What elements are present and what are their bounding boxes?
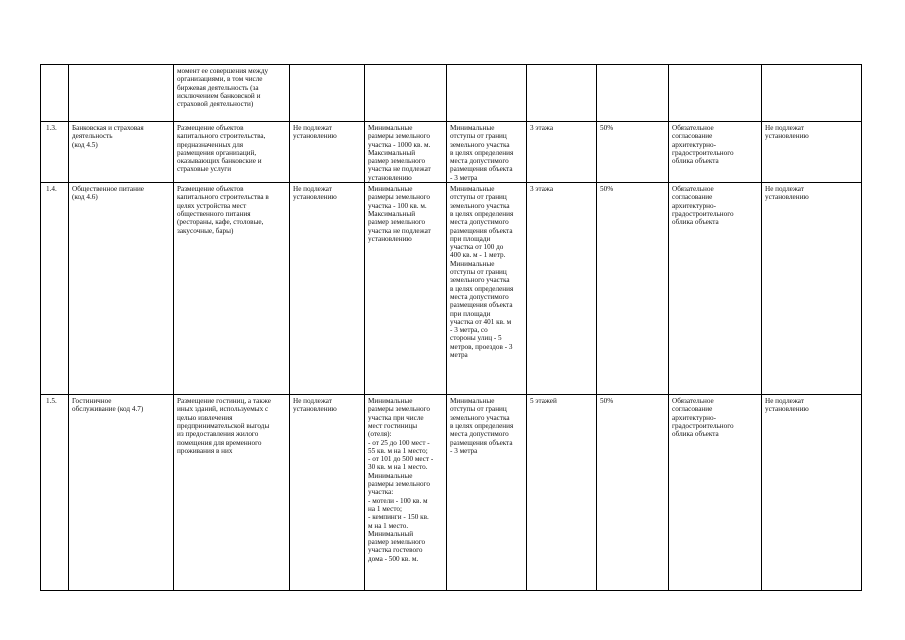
plot-size-limits-line: Не подлежат: [293, 124, 332, 132]
plot-size-values-line: размеры земельного: [368, 193, 430, 202]
plot-size-values-cell: [365, 65, 447, 122]
plot-size-values-line: размеры земельного: [368, 405, 430, 414]
use-type-name-cell: [69, 183, 174, 395]
use-type-name-line: Общественное питание: [72, 185, 144, 194]
plot-size-values-line: размеры земельного: [368, 132, 430, 141]
architectural-coordination-line: согласование: [672, 405, 713, 414]
land-use-regulations-table: [40, 64, 862, 591]
plot-size-values-line: (отеля):: [368, 430, 392, 439]
use-description-line: предпринимательской выгоды: [177, 421, 270, 430]
use-description-line: биржевая деятельность (за: [177, 83, 259, 92]
plot-size-values-line: Минимальные: [368, 397, 413, 406]
use-description-line: предназначенных для: [177, 140, 244, 149]
table-row: [41, 122, 862, 183]
architectural-coordination-line: градостроительного: [672, 209, 734, 218]
plot-size-values-line: участка при числе: [368, 413, 424, 422]
row-number-cell: [41, 395, 69, 591]
architectural-coordination-line: Обязательное: [672, 124, 714, 132]
other-parameters-cell: [762, 122, 862, 183]
architectural-coordination-cell: [669, 122, 762, 183]
setback-values-line: отступы от границ: [450, 193, 507, 202]
setback-values-line: Минимальные: [450, 124, 495, 132]
setback-values-line: места допустимого: [450, 430, 509, 439]
other-parameters-cell: [762, 395, 862, 591]
other-parameters-line: Не подлежат: [765, 124, 804, 132]
use-type-name-line: Банковская и страховая: [72, 124, 144, 132]
setback-values-line: размещения объекта: [450, 165, 513, 174]
setback-values-line: Минимальные: [450, 185, 495, 194]
other-parameters-line: установлению: [765, 193, 809, 202]
row-number-cell: [41, 122, 69, 183]
plot-size-values-line: - от 101 до 500 мест -: [368, 455, 434, 464]
plot-size-values-line: размеры земельного: [368, 480, 430, 489]
use-type-name-line: деятельность: [72, 132, 113, 141]
max-floors-cell: [527, 65, 597, 122]
plot-size-values-line: участка:: [368, 488, 394, 497]
plot-size-values-line: м на 1 место.: [368, 521, 409, 530]
use-description-line: (рестораны, кафе, столовые,: [177, 218, 264, 227]
other-parameters-cell: [762, 183, 862, 395]
setback-values-line: - 3 метра: [450, 173, 478, 182]
setback-values-line: в целях определения: [450, 148, 514, 157]
plot-size-values-line: - кемпинги - 150 кв.: [368, 513, 429, 522]
use-description-line: капитального строительства,: [177, 132, 266, 141]
plot-size-values-line: размер земельного: [368, 538, 426, 547]
table-row: [41, 183, 862, 395]
setback-values-line: метров, проездов - 3: [450, 342, 513, 351]
setback-values-line: - 3 метра, со: [450, 326, 488, 335]
coverage-percent-line: 50%: [600, 397, 614, 406]
setback-values-line: земельного участка: [450, 413, 510, 422]
plot-size-values-line: участка - 100 кв. м.: [368, 201, 427, 210]
plot-size-values-cell: [365, 183, 447, 395]
setback-values-line: места допустимого: [450, 292, 509, 301]
plot-size-values-line: Минимальные: [368, 185, 413, 194]
use-description-line: исключением банковской и: [177, 91, 261, 100]
coverage-percent-line: 50%: [600, 124, 614, 132]
plot-size-values-line: Максимальный: [368, 148, 416, 157]
setback-values-line: участка от 401 кв. м: [450, 317, 512, 326]
plot-size-limits-cell: [290, 65, 365, 122]
setback-values-cell: [447, 122, 527, 183]
plot-size-values-line: 30 кв. м на 1 место.: [368, 463, 428, 472]
row-number-text: 1.5.: [46, 397, 57, 406]
architectural-coordination-line: Обязательное: [672, 397, 714, 406]
use-description-line: Размещение объектов: [177, 185, 244, 194]
setback-values-line: земельного участка: [450, 201, 510, 210]
plot-size-values-line: участка не подлежат: [368, 165, 431, 174]
max-floors-line: 3 этажа: [530, 124, 554, 132]
plot-size-limits-line: установлению: [293, 193, 337, 202]
table-row: [41, 65, 862, 122]
setback-values-line: стороны улиц - 5: [450, 334, 502, 343]
use-description-line: Размещение гостиниц, а также: [177, 397, 271, 406]
plot-size-values-cell: [365, 395, 447, 591]
other-parameters-line: установлению: [765, 132, 809, 141]
plot-size-values-line: установлению: [368, 234, 412, 243]
plot-size-limits-cell: [290, 183, 365, 395]
setback-values-line: земельного участка: [450, 276, 510, 285]
plot-size-values-line: на 1 место;: [368, 504, 402, 513]
use-description-line: оказывающих банковские и: [177, 157, 262, 166]
max-floors-line: 3 этажа: [530, 185, 554, 194]
max-floors-cell: [527, 122, 597, 183]
max-floors-cell: [527, 395, 597, 591]
use-description-line: размещения организаций,: [177, 148, 257, 157]
plot-size-values-line: Минимальные: [368, 124, 413, 132]
setback-values-line: метра: [450, 351, 468, 360]
architectural-coordination-cell: [669, 65, 762, 122]
other-parameters-line: Не подлежат: [765, 185, 804, 194]
plot-size-limits-line: установлению: [293, 132, 337, 141]
architectural-coordination-line: облика объекта: [672, 430, 719, 439]
plot-size-limits-line: Не подлежат: [293, 185, 332, 194]
plot-size-values-line: - мотели - 100 кв. м: [368, 496, 428, 505]
use-type-name-line: обслуживание (код 4.7): [72, 405, 144, 414]
plot-size-values-cell: [365, 122, 447, 183]
architectural-coordination-line: архитектурно-: [672, 201, 717, 210]
plot-size-limits-cell: [290, 395, 365, 591]
plot-size-values-line: дома - 500 кв. м.: [368, 554, 419, 563]
setback-values-line: в целях определения: [450, 421, 514, 430]
setback-values-line: отступы от границ: [450, 132, 507, 141]
plot-size-limits-line: Не подлежат: [293, 397, 332, 406]
setback-values-line: размещения объекта: [450, 226, 513, 235]
use-description-line: общественного питания: [177, 209, 251, 218]
table-row: [41, 395, 862, 591]
architectural-coordination-line: градостроительного: [672, 421, 734, 430]
use-description-cell: [174, 65, 290, 122]
use-description-line: организациями, в том числе: [177, 75, 263, 84]
plot-size-values-line: участка не подлежат: [368, 226, 431, 235]
setback-values-line: в целях определения: [450, 209, 514, 218]
plot-size-values-line: Минимальные: [368, 471, 413, 480]
setback-values-cell: [447, 395, 527, 591]
use-description-cell: [174, 122, 290, 183]
architectural-coordination-line: архитектурно-: [672, 140, 717, 149]
use-type-name-line: (код 4.5): [72, 140, 98, 149]
setback-values-line: места допустимого: [450, 157, 509, 166]
setback-values-line: 400 кв. м - 1 метр.: [450, 251, 506, 260]
setback-values-line: земельного участка: [450, 140, 510, 149]
other-parameters-line: Не подлежат: [765, 397, 804, 406]
architectural-coordination-line: градостроительного: [672, 148, 734, 157]
use-description-line: иных зданий, используемых с: [177, 405, 269, 414]
architectural-coordination-line: облика объекта: [672, 218, 719, 227]
use-description-cell: [174, 183, 290, 395]
architectural-coordination-line: согласование: [672, 132, 713, 141]
max-floors-line: 5 этажей: [530, 397, 557, 406]
use-description-line: Размещение объектов: [177, 124, 244, 132]
setback-values-line: размещения объекта: [450, 438, 513, 447]
use-description-line: помещения для временного: [177, 438, 262, 447]
coverage-percent-cell: [597, 65, 669, 122]
use-type-name-cell: [69, 65, 174, 122]
plot-size-limits-cell: [290, 122, 365, 183]
setback-values-line: места допустимого: [450, 218, 509, 227]
use-description-line: целью извлечения: [177, 413, 233, 422]
setback-values-line: отступы от границ: [450, 405, 507, 414]
plot-size-values-line: размер земельного: [368, 157, 426, 166]
setback-values-line: Минимальные: [450, 259, 495, 268]
plot-size-values-line: размер земельного: [368, 218, 426, 227]
coverage-percent-cell: [597, 183, 669, 395]
plot-size-values-line: участка гостевого: [368, 546, 423, 555]
max-floors-cell: [527, 183, 597, 395]
coverage-percent-line: 50%: [600, 185, 614, 194]
plot-size-values-line: Минимальный: [368, 529, 414, 538]
architectural-coordination-line: Обязательное: [672, 185, 714, 194]
setback-values-line: участка от 100 до: [450, 243, 504, 252]
architectural-coordination-line: согласование: [672, 193, 713, 202]
other-parameters-cell: [762, 65, 862, 122]
setback-values-line: при площади: [450, 234, 491, 243]
architectural-coordination-line: облика объекта: [672, 157, 719, 166]
setback-values-cell: [447, 183, 527, 395]
use-type-name-line: (код 4.6): [72, 193, 98, 202]
row-number-cell: [41, 65, 69, 122]
use-type-name-cell: [69, 122, 174, 183]
architectural-coordination-cell: [669, 183, 762, 395]
architectural-coordination-line: архитектурно-: [672, 413, 717, 422]
use-description-line: страховые услуги: [177, 165, 232, 174]
coverage-percent-cell: [597, 122, 669, 183]
use-description-line: момент ее совершения между: [177, 67, 269, 75]
plot-size-values-line: 55 кв. м на 1 место;: [368, 446, 428, 455]
setback-values-line: в целях определения: [450, 284, 514, 293]
use-description-line: страховой деятельности): [177, 100, 254, 109]
setback-values-line: отступы от границ: [450, 268, 507, 277]
plot-size-values-line: участка - 1000 кв. м.: [368, 140, 431, 149]
plot-size-limits-line: установлению: [293, 405, 337, 414]
row-number-text: 1.3.: [46, 124, 57, 132]
coverage-percent-cell: [597, 395, 669, 591]
plot-size-values-line: установлению: [368, 173, 412, 182]
setback-values-line: Минимальные: [450, 397, 495, 406]
plot-size-values-line: мест гостиницы: [368, 421, 418, 430]
use-description-line: из предоставления жилого: [177, 430, 259, 439]
row-number-text: 1.4.: [46, 185, 57, 194]
use-description-line: целях устройства мест: [177, 201, 247, 210]
use-type-name-line: Гостиничное: [72, 397, 112, 406]
setback-values-line: - 3 метра: [450, 446, 478, 455]
use-description-line: закусочные, бары): [177, 226, 234, 235]
plot-size-values-line: - от 25 до 100 мест -: [368, 438, 430, 447]
other-parameters-line: установлению: [765, 405, 809, 414]
setback-values-line: размещения объекта: [450, 301, 513, 310]
use-description-cell: [174, 395, 290, 591]
setback-values-line: при площади: [450, 309, 491, 318]
plot-size-values-line: Максимальный: [368, 209, 416, 218]
use-type-name-cell: [69, 395, 174, 591]
use-description-line: проживания в них: [177, 446, 233, 455]
architectural-coordination-cell: [669, 395, 762, 591]
setback-values-cell: [447, 65, 527, 122]
use-description-line: капитального строительства в: [177, 193, 269, 202]
row-number-cell: [41, 183, 69, 395]
